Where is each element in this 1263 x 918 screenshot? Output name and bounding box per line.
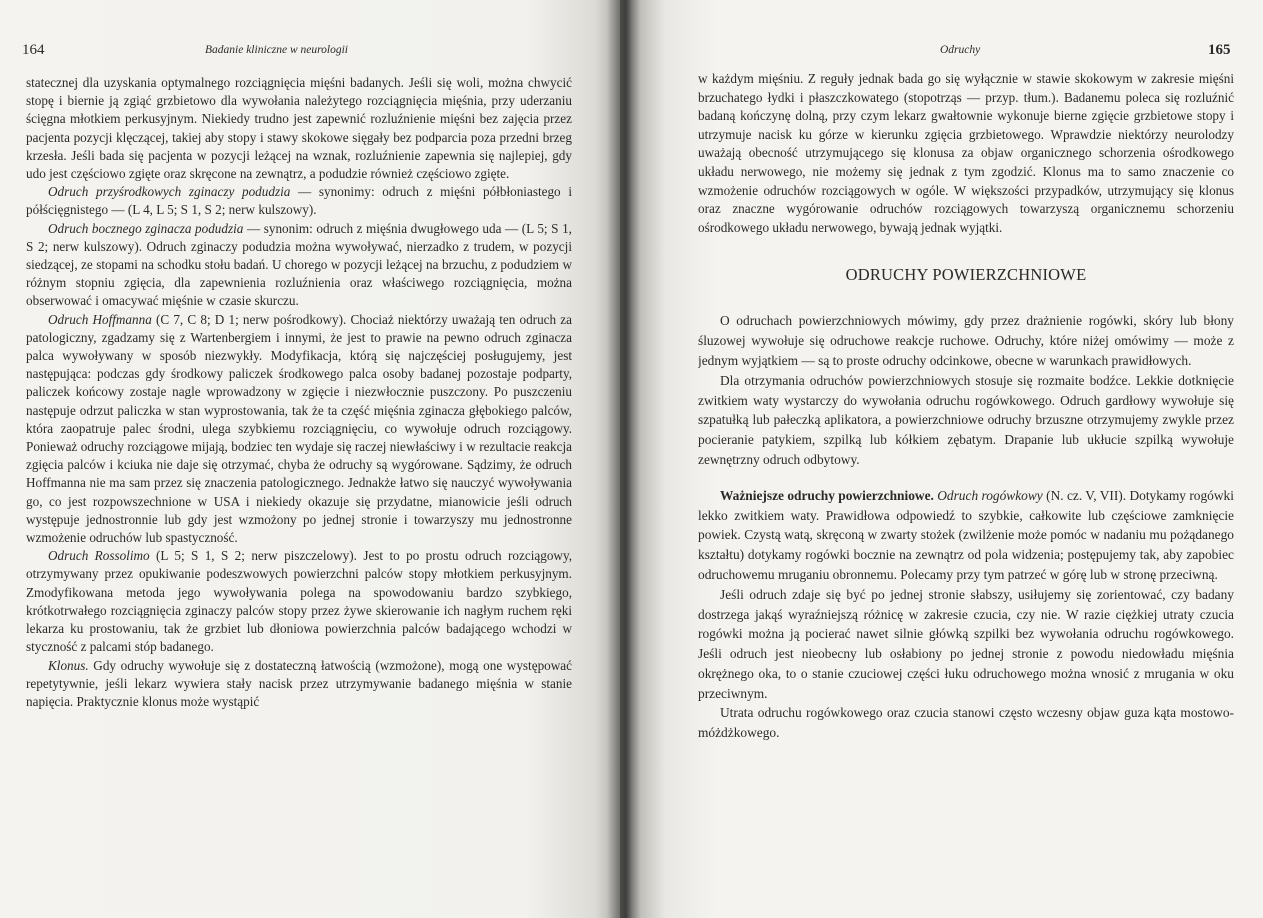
left-page-number: 164: [22, 42, 45, 58]
section-heading: ODRUCHY POWIERZCHNIOWE: [845, 265, 1087, 285]
right-paragraph-1: O odruchach powierzchniowych mówimy, gdy przez drażnienie rogówki, skóry lub błony śluzowej wywołuje się odruchowe reakcje ruchowe. Odruchy, które niżej omówimy — może z jednym wyjątkiem — są to proste odruchy odcinkowe, obecne w warunkach prawidłowych.: [698, 313, 1234, 368]
left-paragraph-3: Odruch bocznego zginacza podudzia — synonim: odruch z mięśnia dwugłowego uda — (L 5; S 1, S 2; nerw kulszowy). Odruch zginaczy podudzia można wywoływać, nierzadko z trudem, w pozycji siedzącej, ze stopami na schodku stołu badań. U chorego w pozycji leżącej na brzuchu, z podudziem w różnym stopniu zgięcia, dla zapewnienia rozluźnienia oraz właściwego rozciągnięcia, można obserwować i omacywać mięśnie w czasie skurczu.: [26, 220, 572, 309]
right-paragraph-2: Dla otrzymania odruchów powierzchniowych stosuje się rozmaite bodźce. Lekkie dotknięcie zwitkiem waty wystarczy do wywołania odruchu rogówkowego. Odruch gardłowy wywołuje się szpatułką lub pałeczką aplikatora, a powierzchniowe odruchy brzuszne otrzymujemy zwykle przez pocieranie patykiem, szpilką lub kółkiem zębatym. Drapanie lub ukłucie szpilką wywołuje zewnętrzny odruch odbytowy.: [698, 372, 1234, 467]
right-page: [620, 0, 1263, 918]
left-paragraph-4: Odruch Hoffmanna (C 7, C 8; D 1; nerw pośrodkowy). Chociaż niektórzy uważają ten odruch za patologiczny, zgadzamy się z Wartenbergiem i innymi, że jest to prawie na pewno odruch zginacza palca wywoływany w sposób niezwykły. Modyfikacja, którą się najczęściej posługujemy, jest następująca: podczas gdy środkowy paliczek środkowego palca osoby badanej pozostaje podparty, paliczek końcowy zostaje nagle wprowadzony w zgięcie i niezwłocznie puszczony. Po puszczeniu następuje odrzut paliczka w stan wyprostowania, tak że ta część mięśnia zginacza głębokiego palców, która zaopatruje palec środni, ulega szybkiemu rozciągnięciu, co wywołuje odruch rozciągowy. Ponieważ odruchy rozciągowe mijają, bodziec ten wydaje się raczej niewłaściwy i w rezultacie reakcja zgięcia palców i kciuka nie daje się otrzymać, chyba że odruchy są wygórowane. Sądzimy, że odruch Hoffmanna nie ma sam przez się znaczenia patologicznego. Jednakże łatwo się nauczyć wywoływania go, co jest rozpowszechnione w USA i niekiedy okazuje się przydatne, mianowicie jeśli odruch występuje jednostronnie lub gdy jest wzmożony po jednej stronie i towarzyszy mu jednostronne wzmożenie odruchów lub spastyczność.: [26, 311, 572, 546]
right-paragraph-continued: w każdym mięśniu. Z reguły jednak bada go się wyłącznie w stawie skokowym w zakresie mięśni brzuchatego łydki i płaszczkowatego (stopotrząs — przyp. tłum.). Badanemu poleca się rozluźnić badaną kończynę dolną, przy czym lekarz gwałtownie wykonuje bierne zgięcie grzbietowe stopy i utrzymuje nacisk ku górze w kierunku zgięcia grzbietowego. Wprawdzie niektórzy neurolodzy uważają obecność utrzymującego się klonusa za objaw organicznego schorzenia ośrodkowego układu nerwowego, nie możemy się jednak z tym zgodzić. Klonus ma to samo znaczenie co wzmożenie odruchów rozciągowych w ogóle. W większości przypadków, utrzymujący się klonus oraz znaczne wygórowanie odruchów rozciągowych towarzyszą organicznemu schorzeniu ośrodkowego układu nerwowego, bywają jednak wyjątki.: [698, 71, 1234, 235]
left-page: [0, 0, 620, 918]
left-text-block: [26, 74, 572, 914]
right-paragraph-5: Utrata odruchu rogówkowego oraz czucia stanowi często wczesny objaw guza kąta mostowo-móżdżkowego.: [698, 705, 1234, 741]
right-running-head: Odruchy: [940, 44, 981, 56]
left-paragraph-5: Odruch Rossolimo (L 5; S 1, S 2; nerw piszczelowy). Jest to po prostu odruch rozciągowy, otrzymywany przez opukiwanie podeszwowych powierzchni palców stopy młotkiem perkusyjnym. Zmodyfikowana metoda jego wywoływania polega na spowodowaniu bardzo szybkiego, krótkotrwałego rozciągnięcia zginaczy palców stopy przez żywe skierowanie ich nagłym ruchem ręki lekarza ku prostowaniu, tak że grzbiet lub dłoniowa powierzchnia palców badającego wchodzi w styczność z palcami stóp badanego.: [26, 548, 572, 655]
left-paragraph-6: Klonus. Gdy odruchy wywołuje się z dostateczną łatwością (wzmożone), mogą one występować repetytywnie, jeśli lekarz wywiera stały nacisk przez utrzymywanie badanego mięśnia w stanie napięcia. Praktycznie klonus może wystąpić: [26, 657, 572, 709]
left-paragraph-1: statecznej dla uzyskania optymalnego rozciągnięcia mięśni badanych. Jeśli się woli, można chwycić stopę i biernie ją zgiąć grzbietowo dla wywołania należytego rozciągnięcia mięśnia, przy uderzaniu ścięgna młotkiem perkusyjnym. Niekiedy trudno jest zapewnić rozluźnienie mięśni bez zajęcia przez pacjenta pozycji klęczącej, takiej aby stopy i stawy skokowe sięgały bez podparcia poza przedni brzeg krzesła. Jeśli bada się pacjenta w pozycji leżącej na wznak, rozluźnienie zapewnia się najlepiej, gdy udo jest częściowo zgięte oraz skręcone na zewnątrz, a podudzie również częściowo zgięte.: [26, 75, 572, 182]
left-paragraph-2: Odruch przyśrodkowych zginaczy podudzia — synonimy: odruch z mięśni półbłoniastego i półścięgnistego — (L 4, L 5; S 1, S 2; nerw kulszowy).: [26, 184, 572, 218]
right-page-number: 165: [1208, 42, 1231, 58]
left-running-head: Badanie kliniczne w neurologii: [205, 44, 348, 56]
right-lower-paragraphs: [698, 311, 1234, 743]
subheading-important-reflexes: Ważniejsze odruchy powierzchniowe.: [720, 487, 934, 503]
book-gutter-shadow: [607, 0, 641, 918]
right-paragraph-4: Jeśli odruch zdaje się być po jednej stronie słabszy, usiłujemy się zorientować, czy badany dostrzega jakąś wyraźniejszą różnicę w zakresie czucia, czy nie. W razie ciężkiej utraty czucia rogówki można ją pocierać nawet silnie główką szpilki bez wywołania odruchu rogówkowego. Jeśli odruch jest nieobecny lub osłabiony po jednej stronie z powodu niedowładu mięśnia okrężnego oka, to o stanie czuciowej części łuku odruchowego można wnosić z mrugania w oku przeciwnym.: [698, 586, 1234, 701]
right-paragraph-3: Ważniejsze odruchy powierzchniowe. Odruch rogówkowy (N. cz. V, VII). Dotykamy rogówki lekko zwitkiem waty. Prawidłowa odpowiedź to szybkie, całkowite lub częściowe zamknięcie powiek. Czystą watą, skręconą w zwarty stożek (zwilżenie może pomóc w nadaniu mu pożądanego kształtu) dotykamy rogówki bocznie na zewnątrz od pola widzenia; postępujemy tak, aby zapobiec odruchowemu mruganiu obronnemu. Polecamy przy tym patrzeć w górę lub w stronę przeciwną.: [698, 487, 1234, 582]
right-text-block: [698, 70, 1234, 743]
